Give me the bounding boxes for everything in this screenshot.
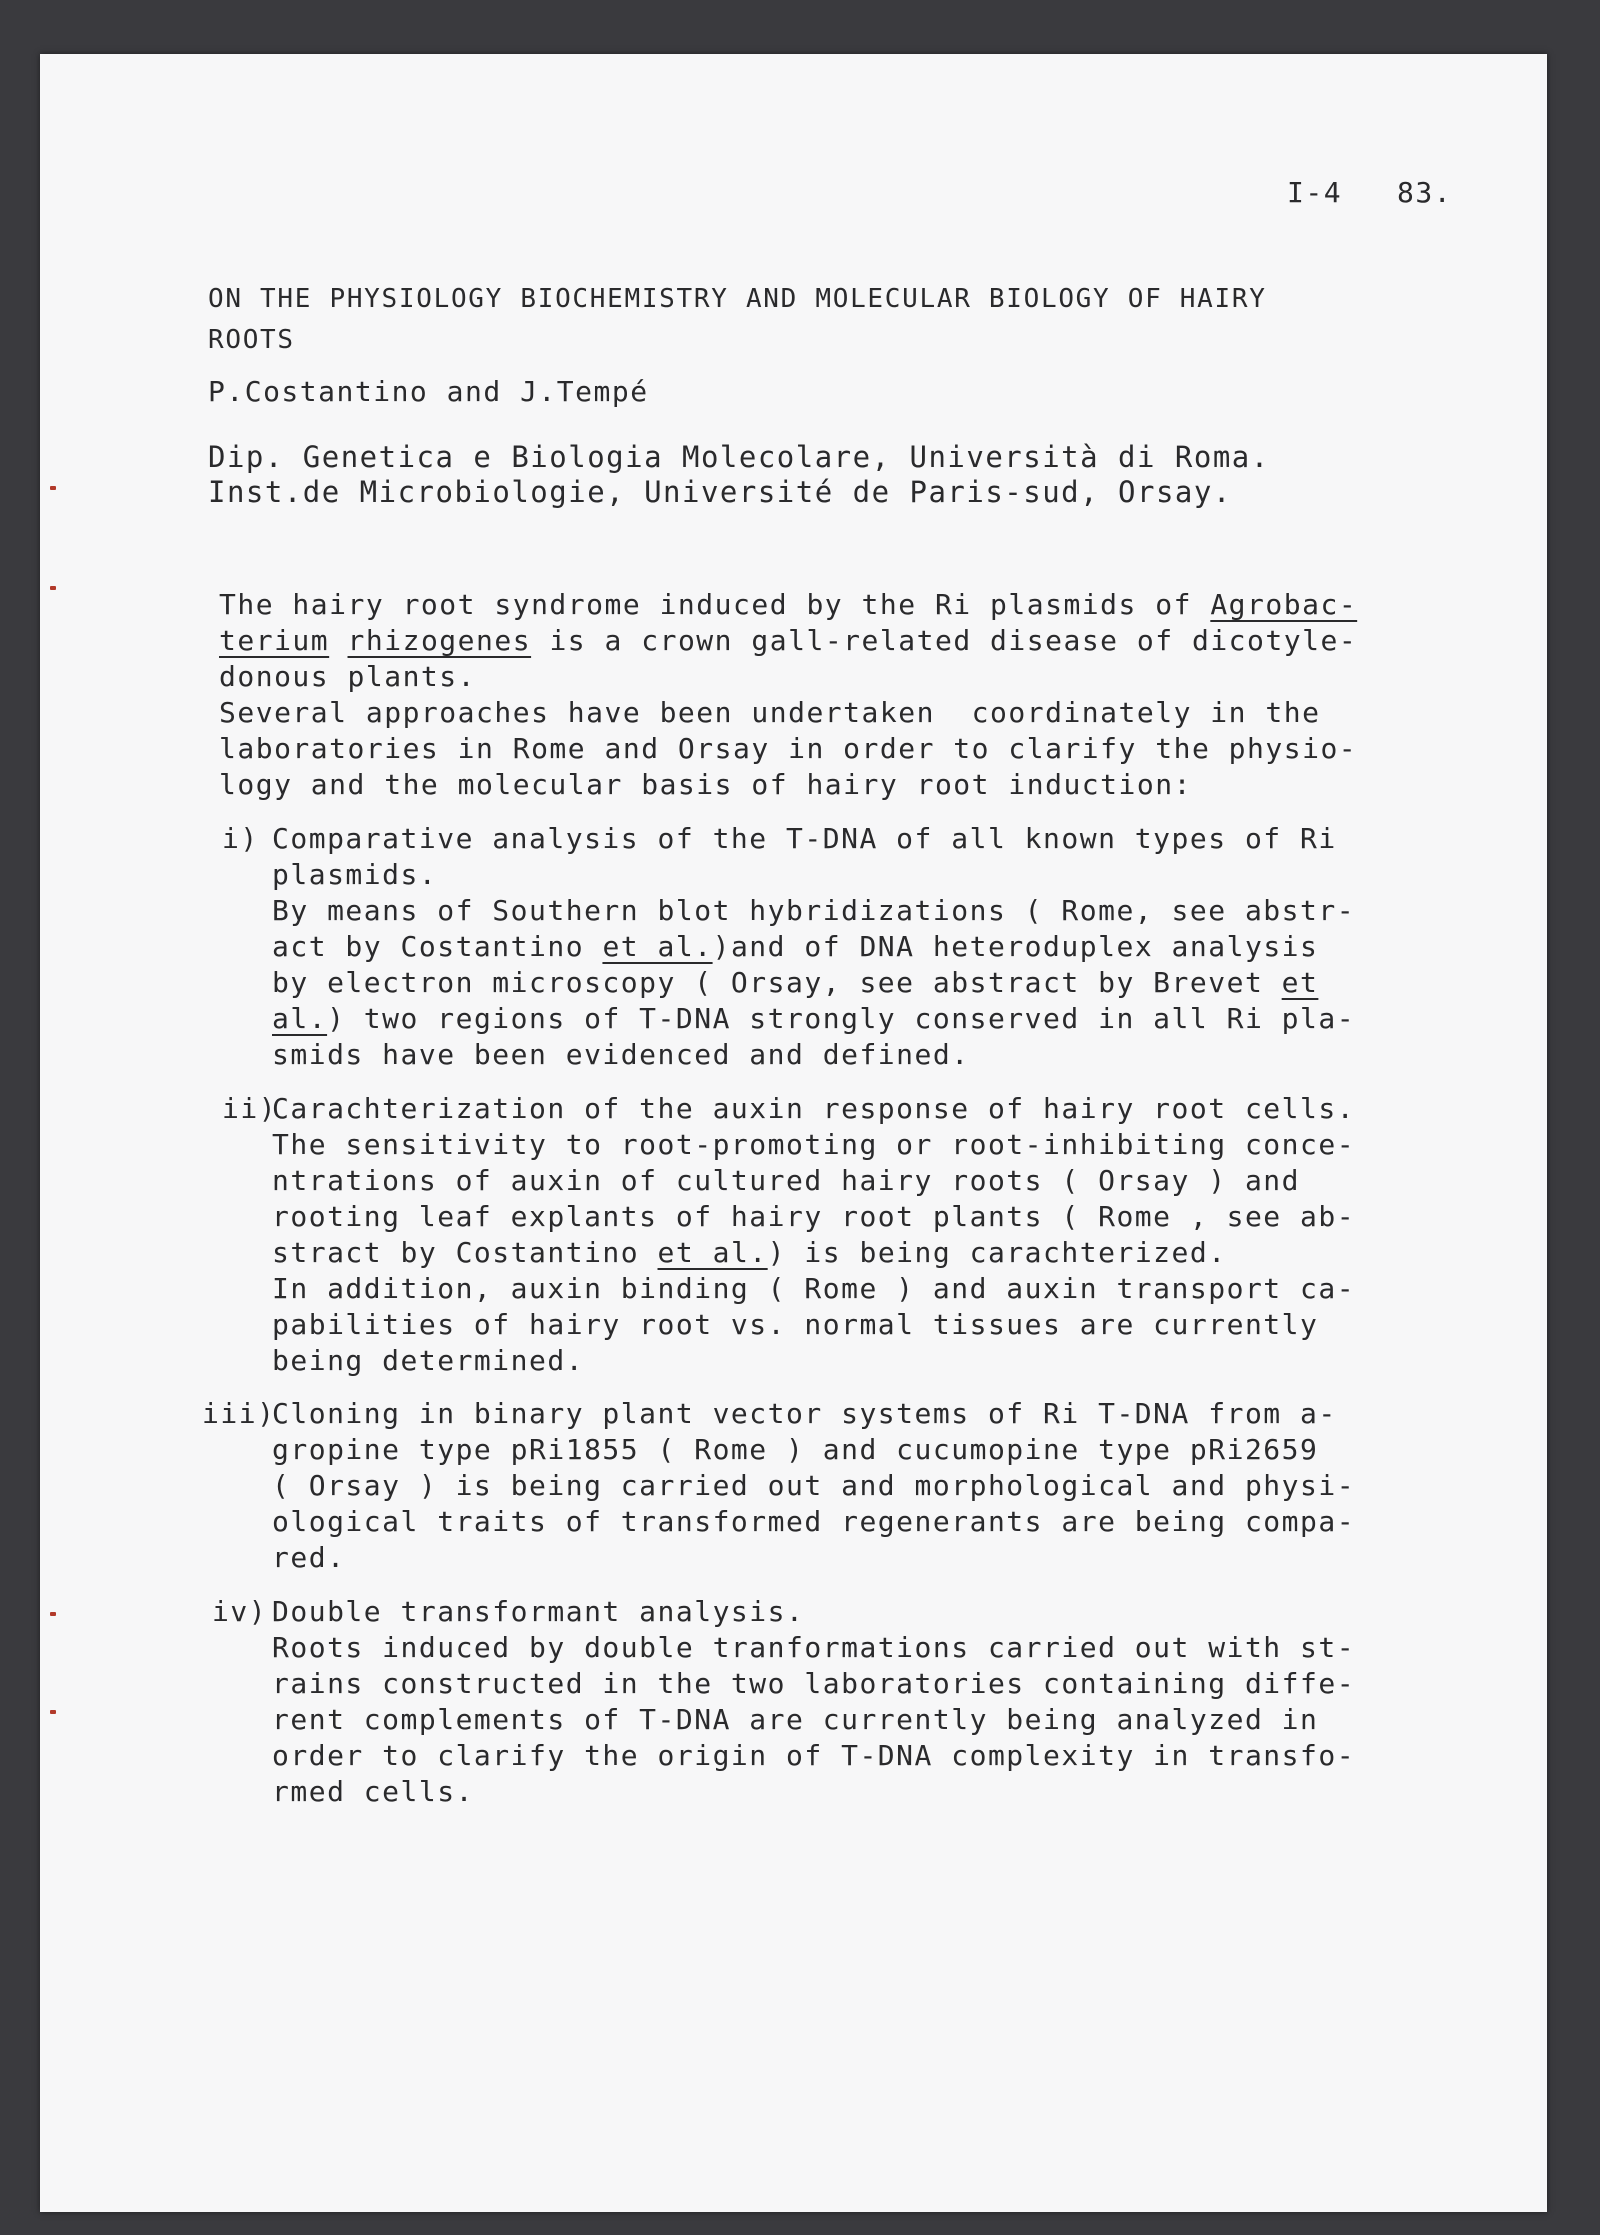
item-i-line: act by Costantino et al.)and of DNA heteroduplex analysis bbox=[272, 930, 1319, 963]
item-iv-line: rent complements of T-DNA are currently being analyzed in bbox=[272, 1703, 1319, 1736]
item-iii-line: ological traits of transformed regenerants are being compa- bbox=[272, 1505, 1356, 1538]
intro-line-4: Several approaches have been undertaken coordinately in the bbox=[219, 696, 1321, 729]
item-i-line: smids have been evidenced and defined. bbox=[272, 1038, 970, 1071]
intro-line-6: logy and the molecular basis of hairy root induction: bbox=[219, 768, 1192, 801]
margin-mark bbox=[50, 586, 56, 590]
item-iv-line: Roots induced by double tranformations carried out with st- bbox=[272, 1631, 1356, 1664]
item-iv-line: rmed cells. bbox=[272, 1775, 474, 1808]
authors: P.Costantino and J.Tempé bbox=[208, 375, 649, 408]
intro-line-3: donous plants. bbox=[219, 660, 477, 693]
item-iii-line: Cloning in binary plant vector systems of Ri T-DNA from a- bbox=[272, 1397, 1337, 1430]
affiliation-rome: Dip. Genetica e Biologia Molecolare, Università di Roma. bbox=[208, 440, 1270, 474]
item-ii-marker: ii) bbox=[222, 1092, 278, 1125]
item-ii-line: rooting leaf explants of hairy root plants ( Rome , see ab- bbox=[272, 1200, 1356, 1233]
item-i-line: By means of Southern blot hybridizations ( Rome, see abstr- bbox=[272, 894, 1356, 927]
paper-page bbox=[40, 54, 1547, 2212]
title-line-1: ON THE PHYSIOLOGY BIOCHEMISTRY AND MOLECULAR BIOLOGY OF HAIRY bbox=[208, 284, 1267, 314]
item-iii-line: ( Orsay ) is being carried out and morphological and physi- bbox=[272, 1469, 1356, 1502]
item-ii-line: In addition, auxin binding ( Rome ) and auxin transport ca- bbox=[272, 1272, 1356, 1305]
margin-mark bbox=[50, 1612, 56, 1616]
affiliation-orsay: Inst.de Microbiologie, Université de Paris-sud, Orsay. bbox=[208, 475, 1232, 509]
item-iv-marker: iv) bbox=[212, 1595, 268, 1628]
item-iii-line: red. bbox=[272, 1541, 346, 1574]
item-iii-marker: iii) bbox=[202, 1397, 276, 1430]
item-iv-line: order to clarify the origin of T-DNA complexity in transfo- bbox=[272, 1739, 1356, 1772]
item-i-line: Comparative analysis of the T-DNA of all known types of Ri bbox=[272, 822, 1337, 855]
item-ii-line: stract by Costantino et al.) is being carachterized. bbox=[272, 1236, 1227, 1269]
item-i-line: by electron microscopy ( Orsay, see abstract by Brevet et bbox=[272, 966, 1319, 999]
item-i-line: plasmids. bbox=[272, 858, 438, 891]
item-i-line: al.) two regions of T-DNA strongly conserved in all Ri pla- bbox=[272, 1002, 1356, 1035]
page-code: I-4 bbox=[1287, 176, 1343, 209]
item-iv-line: Double transformant analysis. bbox=[272, 1595, 805, 1628]
intro-line-1: The hairy root syndrome induced by the Ri plasmids of Agrobac- bbox=[219, 588, 1358, 621]
item-ii-line: Carachterization of the auxin response of hairy root cells. bbox=[272, 1092, 1356, 1125]
item-ii-line: pabilities of hairy root vs. normal tissues are currently bbox=[272, 1308, 1319, 1341]
item-iii-line: gropine type pRi1855 ( Rome ) and cucumopine type pRi2659 bbox=[272, 1433, 1319, 1466]
item-ii-line: The sensitivity to root-promoting or root-inhibiting conce- bbox=[272, 1128, 1356, 1161]
item-iv-line: rains constructed in the two laboratories containing diffe- bbox=[272, 1667, 1356, 1700]
intro-line-5: laboratories in Rome and Orsay in order to clarify the physio- bbox=[219, 732, 1358, 765]
page-number: 83. bbox=[1397, 176, 1453, 209]
title-line-2: ROOTS bbox=[208, 325, 295, 355]
margin-mark bbox=[50, 486, 56, 490]
item-ii-line: being determined. bbox=[272, 1344, 585, 1377]
item-i-marker: i) bbox=[222, 822, 259, 855]
margin-mark bbox=[50, 1710, 56, 1714]
item-ii-line: ntrations of auxin of cultured hairy roots ( Orsay ) and bbox=[272, 1164, 1301, 1197]
intro-line-2: terium rhizogenes is a crown gall-related disease of dicotyle- bbox=[219, 624, 1358, 657]
